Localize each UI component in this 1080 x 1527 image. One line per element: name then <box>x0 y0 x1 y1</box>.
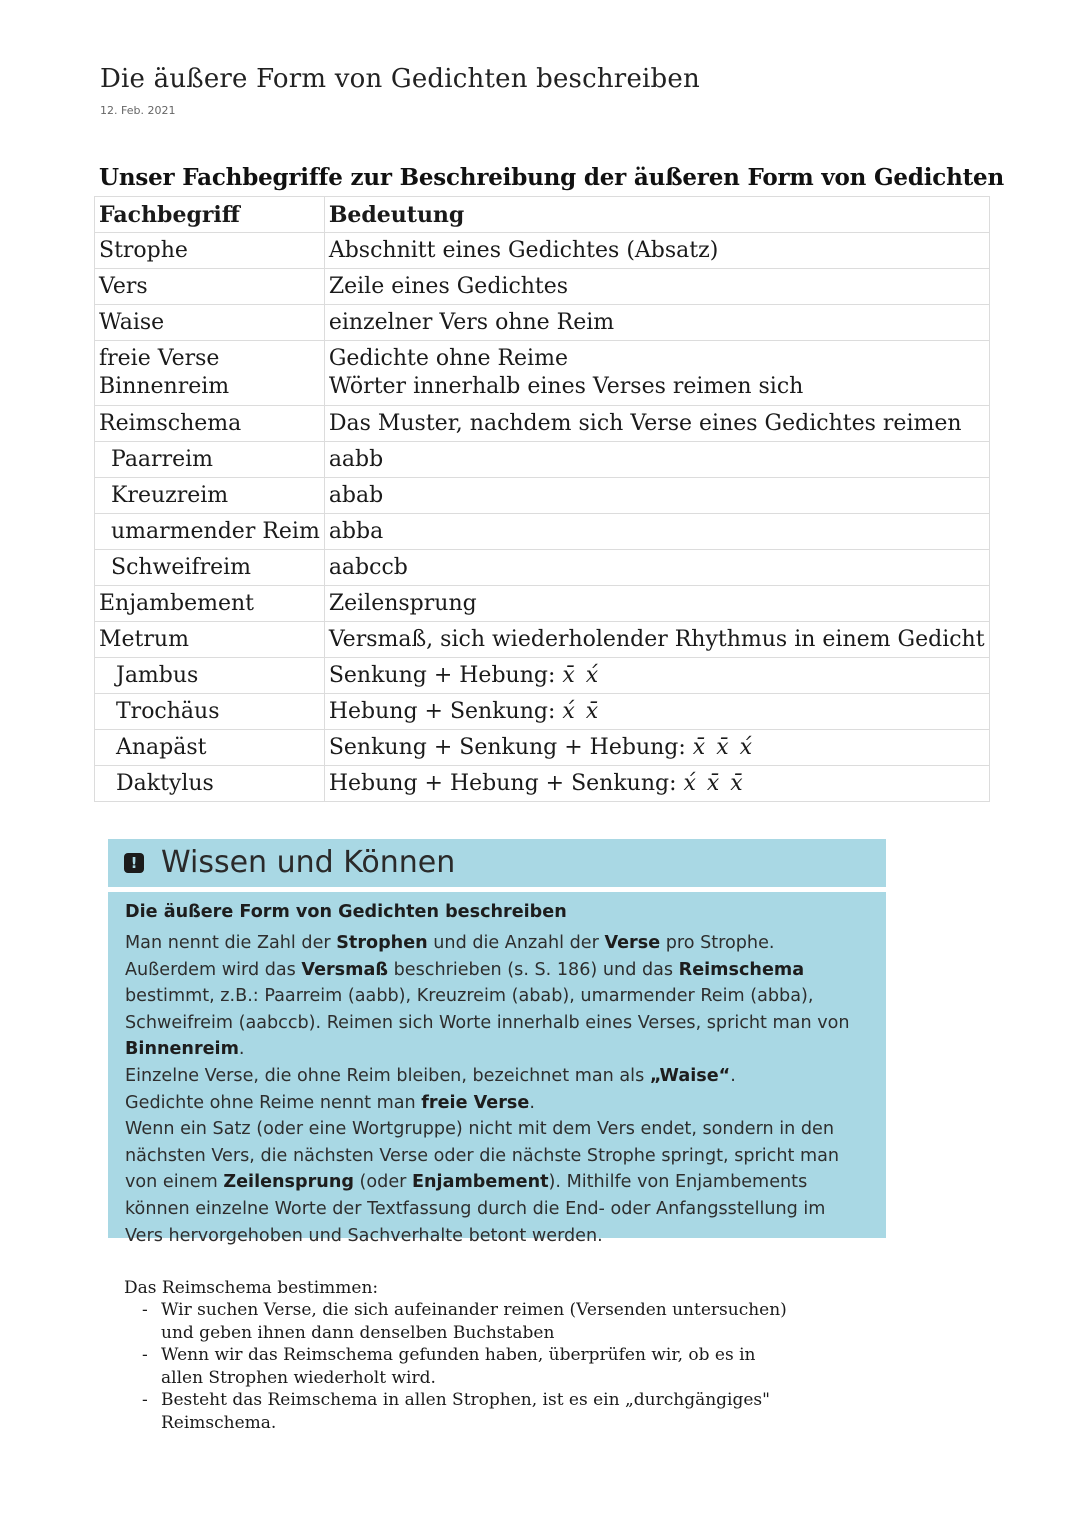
meter-notation: x́ x̄ <box>562 698 601 724</box>
meaning-cell <box>324 730 989 766</box>
meaning-cell: Versmaß, sich wiederholender Rhythmus in einem Gedicht <box>324 622 989 658</box>
meaning-cell <box>324 694 989 730</box>
table-heading: Unser Fachbegriffe zur Beschreibung der äußeren Form von Gedichten <box>99 164 1004 191</box>
knowledge-paragraph: Einzelne Verse, die ohne Reim bleiben, bezeichnet man als „Waise“. <box>125 1065 736 1086</box>
meaning-text: Senkung + Senkung + Hebung: <box>328 734 686 760</box>
knowledge-box-title: Wissen und Können <box>161 845 456 880</box>
term-line: freie Verse <box>99 346 220 371</box>
table-row <box>95 694 990 730</box>
meaning-text: Hebung + Hebung + Senkung: <box>328 770 677 796</box>
meaning-cell: aabccb <box>324 550 989 586</box>
page-title: Die äußere Form von Gedichten beschreiben <box>100 64 700 94</box>
header-meaning: Bedeutung <box>324 197 989 233</box>
term-cell: Waise <box>95 305 325 341</box>
knowledge-box-subtitle: Die äußere Form von Gedichten beschreiben <box>125 902 567 922</box>
meaning-cell: abab <box>324 478 989 514</box>
table-row <box>95 269 990 305</box>
term-cell: Reimschema <box>95 406 325 442</box>
rhyme-scheme-title: Das Reimschema bestimmen: <box>124 1278 379 1298</box>
meaning-cell <box>324 766 989 802</box>
meaning-cell: einzelner Vers ohne Reim <box>324 305 989 341</box>
term-cell: Schweifreim <box>95 550 325 586</box>
list-item: - Besteht das Reimschema in allen Strophen, ist es ein „durchgängiges" Reimschema. <box>142 1390 770 1433</box>
knowledge-paragraph: Gedichte ohne Reime nennt man freie Verse. <box>125 1092 535 1113</box>
term-cell: Kreuzreim <box>95 478 325 514</box>
terms-table <box>94 196 990 802</box>
knowledge-box-header <box>108 839 886 887</box>
meter-notation: x̄ x̄ x́ <box>692 734 755 760</box>
meaning-cell: abba <box>324 514 989 550</box>
term-cell: Daktylus <box>95 766 325 802</box>
meaning-line: Gedichte ohne Reime <box>328 346 568 371</box>
term-cell <box>95 341 325 406</box>
term-cell: Enjambement <box>95 586 325 622</box>
knowledge-paragraph: Wenn ein Satz (oder eine Wortgruppe) nicht mit dem Vers endet, sondern in den nächsten Vers, die nächsten Verse oder die nächste Strophe springt, spricht man von einem Zeilensprung (oder Enjambement). Mithilfe von Enjambements können einzelne Worte der Textfassung durch die End- oder Anfangsstellung im Vers hervorgehoben und Sachverhalte betont werden. <box>125 1119 840 1246</box>
table-row <box>95 766 990 802</box>
table-row <box>95 233 990 269</box>
meaning-text: Hebung + Senkung: <box>328 698 556 724</box>
table-row <box>95 478 990 514</box>
term-cell: umarmender Reim <box>95 514 325 550</box>
table-row <box>95 305 990 341</box>
meaning-cell: Zeile eines Gedichtes <box>324 269 989 305</box>
table-row <box>95 730 990 766</box>
table-row <box>95 586 990 622</box>
meaning-cell: Zeilensprung <box>324 586 989 622</box>
term-cell: Vers <box>95 269 325 305</box>
rhyme-scheme-list <box>140 1299 790 1434</box>
meter-notation: x́ x̄ x̄ <box>683 770 745 796</box>
term-cell: Jambus <box>95 658 325 694</box>
table-row <box>95 341 990 406</box>
table-row <box>95 622 990 658</box>
table-row <box>95 514 990 550</box>
meaning-cell: aabb <box>324 442 989 478</box>
term-cell: Metrum <box>95 622 325 658</box>
table-row <box>95 550 990 586</box>
list-item: - Wir suchen Verse, die sich aufeinander reimen (Versenden untersuchen) und geben ihnen dann denselben Buchstaben <box>142 1300 787 1343</box>
meaning-text: Senkung + Hebung: <box>328 662 556 688</box>
knowledge-box-body <box>108 892 886 1246</box>
meaning-cell: Das Muster, nachdem sich Verse eines Gedichtes reimen <box>324 406 989 442</box>
exclamation-icon: ! <box>124 853 144 873</box>
knowledge-paragraph: Man nennt die Zahl der Strophen und die Anzahl der Verse pro Strophe. Außerdem wird das Versmaß beschrieben (s. S. 186) und das Reimschema bestimmt, z.B.: Paarreim (aabb), Kreuzreim (abab), umarmender Reim (abba), Schweifreim (aabccb). Reimen sich Worte innerhalb eines Verses, spricht man von Binnenreim. <box>125 933 850 1060</box>
meaning-cell <box>324 341 989 406</box>
table-row <box>95 406 990 442</box>
term-cell: Trochäus <box>95 694 325 730</box>
meter-notation: x̄ x́ <box>562 662 601 688</box>
meaning-line: Wörter innerhalb eines Verses reimen sich <box>328 374 804 399</box>
term-cell: Strophe <box>95 233 325 269</box>
term-line: Binnenreim <box>99 374 230 399</box>
page-date: 12. Feb. 2021 <box>100 104 176 117</box>
table-row <box>95 658 990 694</box>
term-cell: Paarreim <box>95 442 325 478</box>
list-item: - Wenn wir das Reimschema gefunden haben, überprüfen wir, ob es in allen Strophen wiederholt wird. <box>142 1345 756 1388</box>
header-term: Fachbegriff <box>95 197 325 233</box>
meaning-cell <box>324 658 989 694</box>
table-header-row <box>95 197 990 233</box>
meaning-cell: Abschnitt eines Gedichtes (Absatz) <box>324 233 989 269</box>
table-row <box>95 442 990 478</box>
term-cell: Anapäst <box>95 730 325 766</box>
